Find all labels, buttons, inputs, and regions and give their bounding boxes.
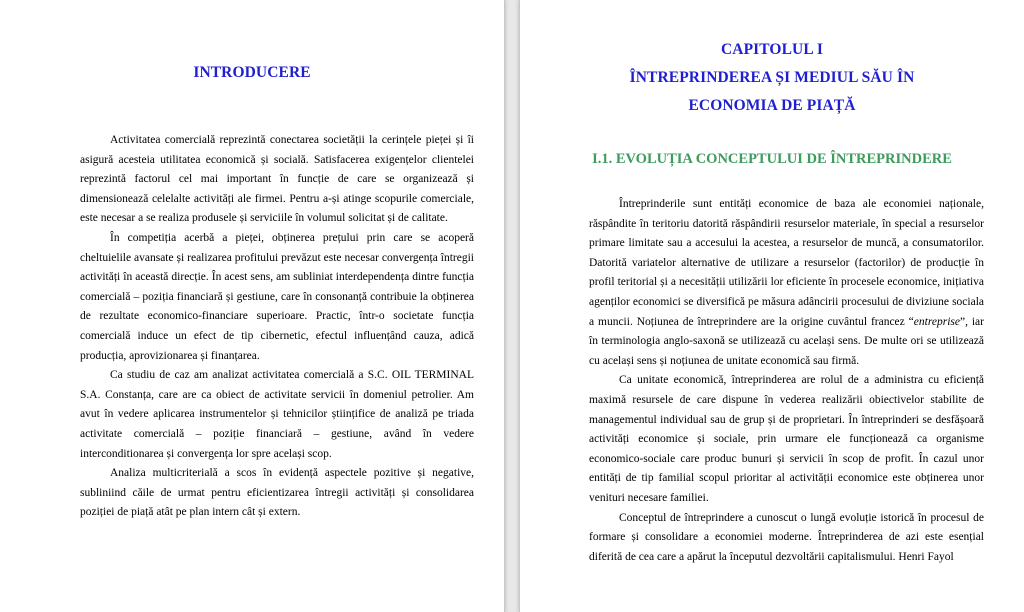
- chapter-title-line-1: ÎNTREPRINDEREA ȘI MEDIUL SĂU ÎN: [629, 69, 915, 86]
- introduction-body: [80, 131, 474, 523]
- chapter-body: [589, 195, 984, 567]
- chapter-title-line-2: ECONOMIA DE PIAȚĂ: [688, 97, 856, 114]
- paragraph: Ca studiu de caz am analizat activitatea comercială a S.C. OIL TERMINAL S.A. Constanța, care are ca obiect de activitate servicii în domeniul petrolier. Am avut în vedere aplicarea instrumentelor și tehnicilor științifice de analiză pe triada activitate comercială – poziție financiară – gestiune, având în vedere interconditionarea și convergența lor spre același scop.: [80, 369, 474, 460]
- introduction-heading: INTRODUCERE: [193, 64, 311, 81]
- paragraph: Conceptul de întreprindere a cunoscut o lungă evoluție istorică în procesul de formare și consolidare a economiei moderne. Întreprinderea de azi este esențial diferită de cea care a apărut la începutul dezvoltării capitalismului. Henri Fayol: [589, 511, 984, 563]
- paragraph-text: Întreprinderile sunt entități economice de baza ale economiei naționale, răspândite în teritoriu datorită răspândirii resurselor materiale, în special a resurselor primare limitate sau a accesului la acestea, a resurselor de muncă, a consumatorilor. Datorită variatelor alternative de utilizare a resurselor (factorilor) de producție în profil teritorial și a necesității utilizării lor eficiente în procesele economice, inițiativa agenților economici se diversifică pe măsura adâncirii procesului de diviziune sociala a muncii. Noțiunea de întreprindere are la origine cuvântul francez “: [589, 198, 984, 328]
- chapter-label: CAPITOLUL I: [720, 41, 824, 58]
- document-page-right[interactable]: [519, 0, 1024, 612]
- paragraph-text: ”, iar în terminologia anglo-saxonă se utilizează cu același sens. De multe ori se utilizează cu același sens și noțiunea de unitate economică sau firmă.: [589, 315, 984, 367]
- paragraph: [589, 195, 984, 371]
- paragraph: Analiza multicriterială a scos în evidență aspectele pozitive și negative, subliniind căile de urmat pentru eficientizarea întregii activități și consolidarea poziției de piață atât pe plan intern cât și extern.: [80, 467, 474, 519]
- paragraph: În competiția acerbă a pieței, obținerea prețului prin care se acoperă cheltuielile avansate și realizarea profitului prevăzut este necesar convergența întregii activități în această direcție. În acest sens, am subliniat interdependența dintre funcția comercială – poziția financiară și gestiune, care în consonanță contribuie la obținerea de rezultate economico-financiare superioare. Practic, într-o societate funcția comercială induce un efect de tip cibernetic, efectul influențând cauza, adică producția, aprovizionarea și finanțarea.: [80, 231, 474, 362]
- foreign-term: entreprise: [913, 315, 960, 328]
- section-heading: I.1. EVOLUȚIA CONCEPTULUI DE ÎNTREPRINDERE: [592, 151, 952, 167]
- paragraph: Activitatea comercială reprezintă conectarea societății la cerințele pieței și îi asigură acesteia utilitatea economică și socială. Satisfacerea exigențelor clientelei reprezintă factorul cel mai important în funcție de care se organizează și dimensionează celelalte activități ale firmei. Pentru a-și atinge scopurile comerciale, este necesar a se realiza produsele și serviciile în volumul solicitat și de calitate.: [80, 134, 474, 225]
- document-page-left[interactable]: [0, 0, 505, 612]
- paragraph: Ca unitate economică, întreprinderea are rolul de a administra cu eficiență maximă resursele de care dispune în vederea realizării obiectivelor stabilite de managementul individual sau de grup și de proprietari. În întreprinderi se desfășoară activități economice și sociale, prin urmare ele funcționează ca organisme economico-sociale care produc bunuri și servicii în scop de profit. În cazul unor entități de tip familial scopul prioritar al activității economice este obținerea unor venituri necesare familiei.: [589, 374, 984, 504]
- chapter-heading: [520, 36, 1024, 120]
